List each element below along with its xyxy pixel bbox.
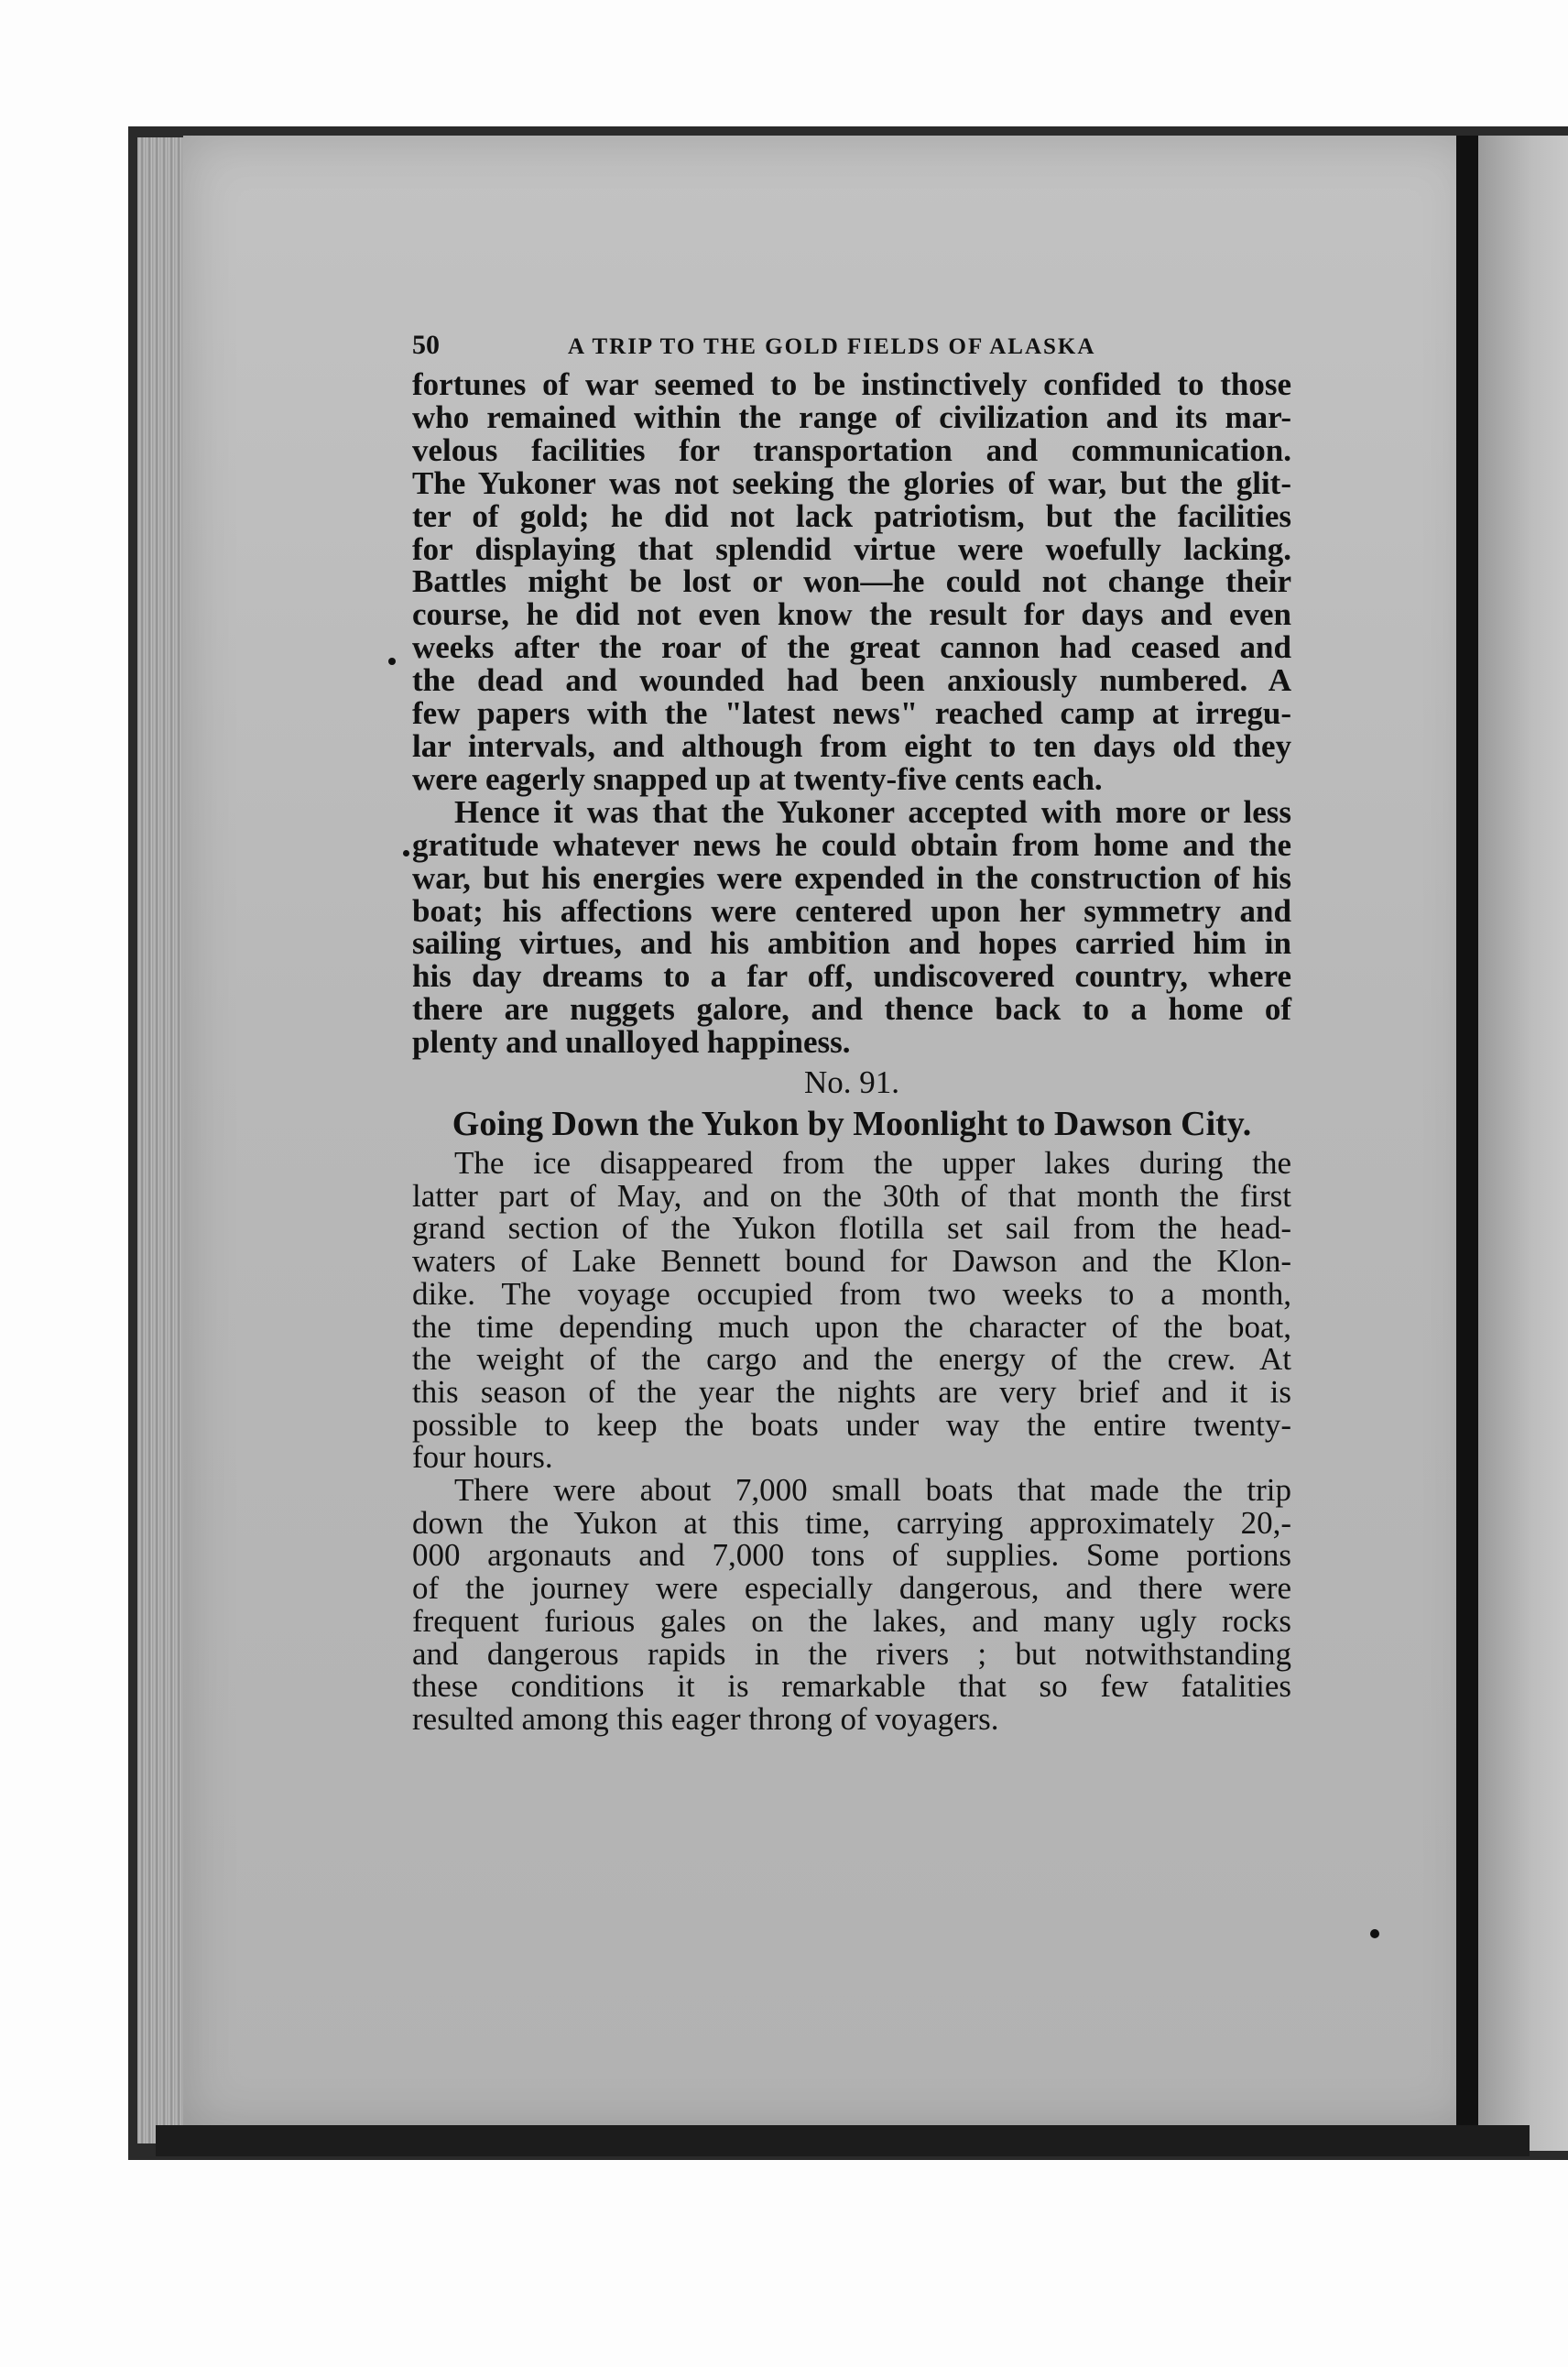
text-line: Hence it was that the Yukoner accepted with more or less — [454, 793, 1291, 830]
paragraph — [412, 1147, 1291, 1474]
text-line: of the journey were especially dangerous, and there were — [412, 1570, 1291, 1607]
text-line: Battles might be lost or won—he could not change their — [412, 563, 1291, 600]
text-line: these conditions it is remarkable that so few fatalities — [412, 1668, 1291, 1705]
text-line: were eagerly snapped up at twenty-five cents each. — [412, 760, 1103, 797]
text-line: down the Yukon at this time, carrying approximately 20,- — [412, 1504, 1291, 1541]
text-line: the dead and wounded had been anxiously numbered. A — [412, 662, 1291, 699]
text-line: possible to keep the boats under way the entire twenty- — [412, 1406, 1291, 1443]
paragraph — [412, 793, 1291, 1061]
text-line: four hours. — [412, 1439, 553, 1476]
text-line: lar intervals, and although from eight to ten days old they — [412, 727, 1291, 764]
text-line: There were about 7,000 small boats that made the trip — [454, 1472, 1291, 1509]
paragraph — [412, 1474, 1291, 1736]
text-line: plenty and unalloyed happiness. — [412, 1024, 851, 1061]
text-line: for displaying that splendid virtue were woefully lacking. — [412, 530, 1291, 567]
text-line: The ice disappeared from the upper lakes during the — [454, 1145, 1291, 1182]
text-line: fortunes of war seemed to be instinctively confided to those — [412, 366, 1291, 402]
text-line: few papers with the "latest news" reached camp at irregu- — [412, 695, 1291, 732]
text-line: 000 argonauts and 7,000 tons of supplies. Some portions — [412, 1537, 1291, 1574]
page-text — [412, 330, 1291, 1736]
section-number: No. 91. — [803, 1064, 900, 1101]
text-line: the weight of the cargo and the energy of the crew. At — [412, 1341, 1291, 1378]
text-line: velous facilities for transportation and communication. — [412, 431, 1291, 468]
running-head-title: A TRIP TO THE GOLD FIELDS OF ALASKA — [568, 334, 1096, 359]
text-line: resulted among this eager throng of voyagers. — [412, 1700, 999, 1737]
text-line: gratitude whatever news he could obtain from home and the — [412, 826, 1291, 863]
facing-page — [1478, 136, 1568, 2151]
text-line: latter part of May, and on the 30th of that month the first — [412, 1177, 1291, 1214]
ink-speck — [1370, 1929, 1379, 1938]
running-head — [412, 330, 1291, 363]
text-line: there are nuggets galore, and thence back to a home of — [412, 991, 1291, 1028]
text-line: grand section of the Yukon flotilla set sail from the head- — [412, 1210, 1291, 1247]
text-line: The Yukoner was not seeking the glories of war, but the glit- — [412, 464, 1291, 501]
ink-speck — [388, 658, 396, 665]
text-line: ter of gold; he did not lack patriotism, but the facilities — [412, 497, 1291, 534]
text-line: his day dreams to a far off, undiscovered country, where — [412, 958, 1291, 995]
text-line: dike. The voyage occupied from two weeks to a month, — [412, 1275, 1291, 1312]
page-number: 50 — [412, 330, 440, 360]
ink-speck — [403, 850, 409, 856]
text-line: boat; his affections were centered upon her symmetry and — [412, 892, 1291, 929]
text-line: the time depending much upon the character of the boat, — [412, 1308, 1291, 1345]
text-line: sailing virtues, and his ambition and hopes carried him in — [412, 925, 1291, 962]
text-line: course, he did not even know the result for days and even — [412, 596, 1291, 633]
text-line: weeks after the roar of the great cannon had ceased and — [412, 629, 1291, 666]
text-line: war, but his energies were expended in the construction of his — [412, 859, 1291, 896]
text-line: who remained within the range of civilization and its mar- — [412, 398, 1291, 435]
section-body — [412, 1147, 1291, 1736]
text-line: and dangerous rapids in the rivers ; but notwithstanding — [412, 1635, 1291, 1672]
text-line: this season of the year the nights are very brief and it is — [412, 1373, 1291, 1410]
page-bottom-shadow — [156, 2125, 1530, 2156]
book-gutter — [1456, 136, 1478, 2151]
text-line: frequent furious gales on the lakes, and many ugly rocks — [412, 1602, 1291, 1639]
paragraph — [412, 368, 1291, 796]
section-title: Going Down the Yukon by Moonlight to Dawson City. — [452, 1105, 1252, 1144]
text-line: waters of Lake Bennett bound for Dawson and the Klon- — [412, 1243, 1291, 1280]
